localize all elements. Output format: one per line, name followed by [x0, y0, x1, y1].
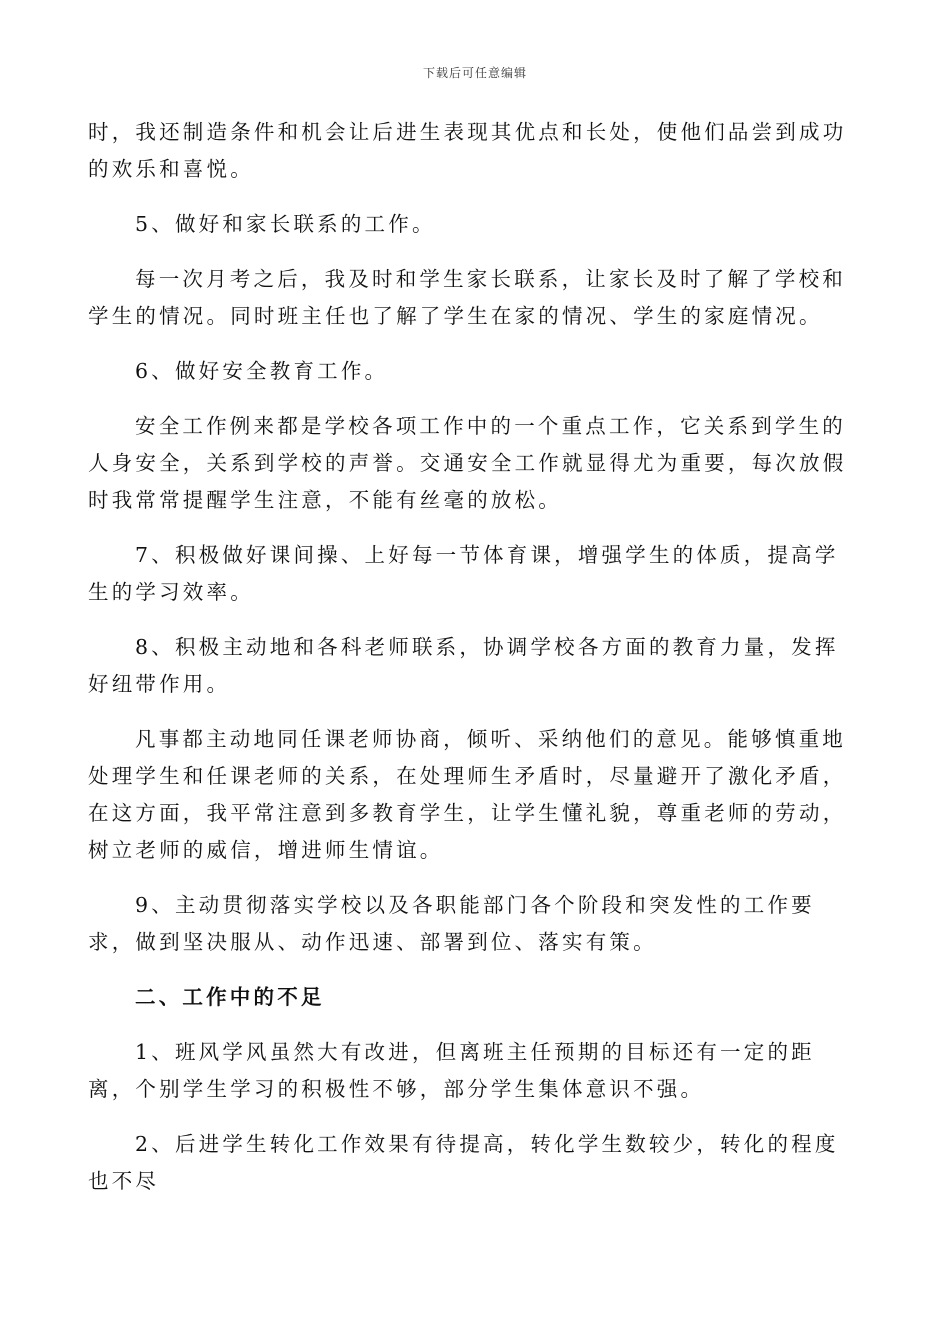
- paragraph: 凡事都主动地同任课老师协商，倾听、采纳他们的意见。能够慎重地处理学生和任课老师的关系，在处理师生矛盾时，尽量避开了激化矛盾，在这方面，我平常注意到多教育学生，让学生懂礼貌，尊重老师的劳动，树立老师的威信，增进师生情谊。: [88, 727, 847, 862]
- document-body: [88, 114, 862, 1218]
- paragraph: 安全工作例来都是学校各项工作中的一个重点工作，它关系到学生的人身安全，关系到学校的声誉。交通安全工作就显得尤为重要，每次放假时我常常提醒学生注意，不能有丝毫的放松。: [88, 414, 847, 512]
- section-heading: 二、工作中的不足: [135, 985, 325, 1009]
- paragraph: 时，我还制造条件和机会让后进生表现其优点和长处，使他们品尝到成功的欢乐和喜悦。: [88, 120, 847, 181]
- paragraph: 6、做好安全教育工作。: [135, 359, 389, 383]
- paragraph: 1、班风学风虽然大有改进，但离班主任预期的目标还有一定的距离，个别学生学习的积极性不够，部分学生集体意识不强。: [88, 1040, 815, 1101]
- paragraph: 5、做好和家长联系的工作。: [135, 212, 436, 236]
- paragraph: 每一次月考之后，我及时和学生家长联系，让家长及时了解了学校和学生的情况。同时班主任也了解了学生在家的情况、学生的家庭情况。: [88, 267, 846, 328]
- paragraph: 9、主动贯彻落实学校以及各职能部门各个阶段和突发性的工作要求，做到坚决服从、动作迅速、部署到位、落实有策。: [88, 893, 815, 954]
- page-header: 下载后可任意编辑: [422, 66, 527, 80]
- paragraph: 8、积极主动地和各科老师联系，协调学校各方面的教育力量，发挥好纽带作用。: [88, 635, 839, 696]
- paragraph: 2、后进学生转化工作效果有待提高，转化学生数较少，转化的程度也不尽: [88, 1132, 839, 1193]
- paragraph: 7、积极做好课间操、上好每一节体育课，增强学生的体质，提高学生的学习效率。: [88, 543, 839, 604]
